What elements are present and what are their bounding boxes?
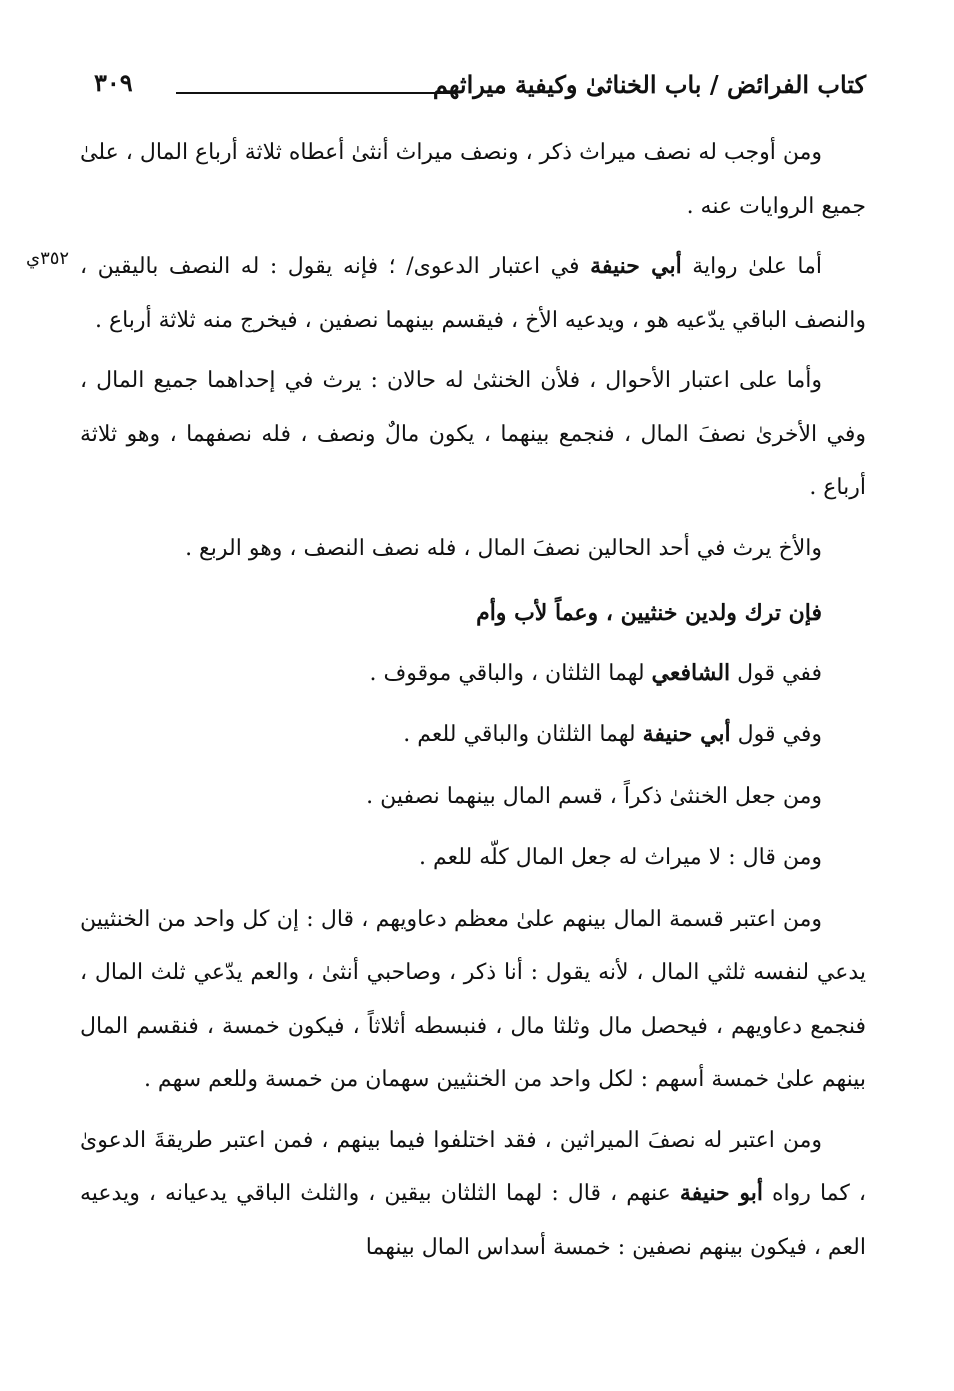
main-text xyxy=(80,126,866,1281)
paragraph-1: ومن أوجب له نصف ميراث ذكر ، ونصف ميراث أنثىٰ أعطاه ثلاثة أرباع المال ، علىٰ جميع الروايات عنه . xyxy=(80,140,866,219)
case-line-2 xyxy=(80,708,822,762)
paragraph-2 xyxy=(80,240,866,347)
case-heading: فإن ترك ولدين خنثيين ، وعماً لأب وأم xyxy=(476,600,822,626)
scholar-name: أبي حنيفة xyxy=(642,721,731,747)
text-run: في اعتبار الدعوى/ ؛ فإنه يقول : له النصف باليقين ، والنصف الباقي يدّعيه هو ، ويدعيه الأخ ، فيقسم بينهما نصفين ، فيخرج منه ثلاثة أرباع . xyxy=(80,254,866,333)
case-line-1 xyxy=(80,647,822,701)
text-run: لهما الثلثان والباقي للعم . xyxy=(403,722,643,747)
case-line-4: ومن قال : لا ميراث له جعل المال كلّه للعم . xyxy=(418,845,822,870)
scholar-name: الشافعي xyxy=(651,659,731,686)
text-run: ففي قول xyxy=(730,660,822,686)
paragraph-5: ومن اعتبر قسمة المال بينهم علىٰ معظم دعاويهم ، قال : إن كل واحد من الخنثيين يدعي لنفسه ثلثي المال ، لأنه يقول : أنا ذكر ، وصاحبي أنثىٰ ، والعم يدّعي ثلث المال ، فنجمع دعاويهم ، فيحصل مال وثلثا مال ، فنبسطه أثلاثاً ، فيكون خمسة ، فنقسم المال بينهم علىٰ خمسة أسهم : لكل واحد من الخنثيين سهمان من خمسة وللعم سهم . xyxy=(80,906,866,1092)
scholar-name: أبو حنيفة xyxy=(679,1180,763,1206)
paragraph-4: والأخ يرث في أحد الحالين نصفَ المال ، فله نصف النصف ، وهو الربع . xyxy=(185,535,822,561)
margin-manuscript-note: ٣٥٢ي xyxy=(26,248,70,269)
case-line-3: ومن جعل الخنثىٰ ذكراً ، قسم المال بينهما نصفين . xyxy=(366,783,822,809)
paragraph-3: وأما على اعتبار الأحوال ، فلأن الخنثىٰ له حالان : يرث في إحداهما جميع المال ، وفي الأخرىٰ نصفَ المال ، فنجمع بينهما ، يكون مالٌ ونصف ، فله نصفهما ، وهو ثلاثة أرباع . xyxy=(80,368,866,500)
paragraph-6 xyxy=(80,1114,866,1275)
text-run: لهما الثلثان ، والباقي موقوف . xyxy=(369,660,652,686)
text-run: ومن اعتبر له نصفَ الميراثين ، فقد اختلفوا فيما بينهم ، فمن اعتبر طريقةَ الدعوىٰ ، كما رواه xyxy=(80,1127,866,1206)
page-number: ٣٠٩ xyxy=(94,68,133,97)
chapter-title: كتاب الفرائض / باب الخناثىٰ وكيفية ميراثهم xyxy=(432,70,866,99)
running-header xyxy=(80,70,866,110)
text-run: وفي قول xyxy=(730,722,822,747)
header-rule xyxy=(176,92,454,94)
text-run: أما علىٰ رواية xyxy=(681,254,822,279)
scholar-name: أبي حنيفة xyxy=(590,253,682,279)
text-run: عنهم ، قال : لهما الثلثان بيقين ، والثلث الباقي يدعيانه ، ويدعيه العم ، فيكون بينهم نصفين : خمسة أسداس المال بينهما xyxy=(80,1181,866,1260)
